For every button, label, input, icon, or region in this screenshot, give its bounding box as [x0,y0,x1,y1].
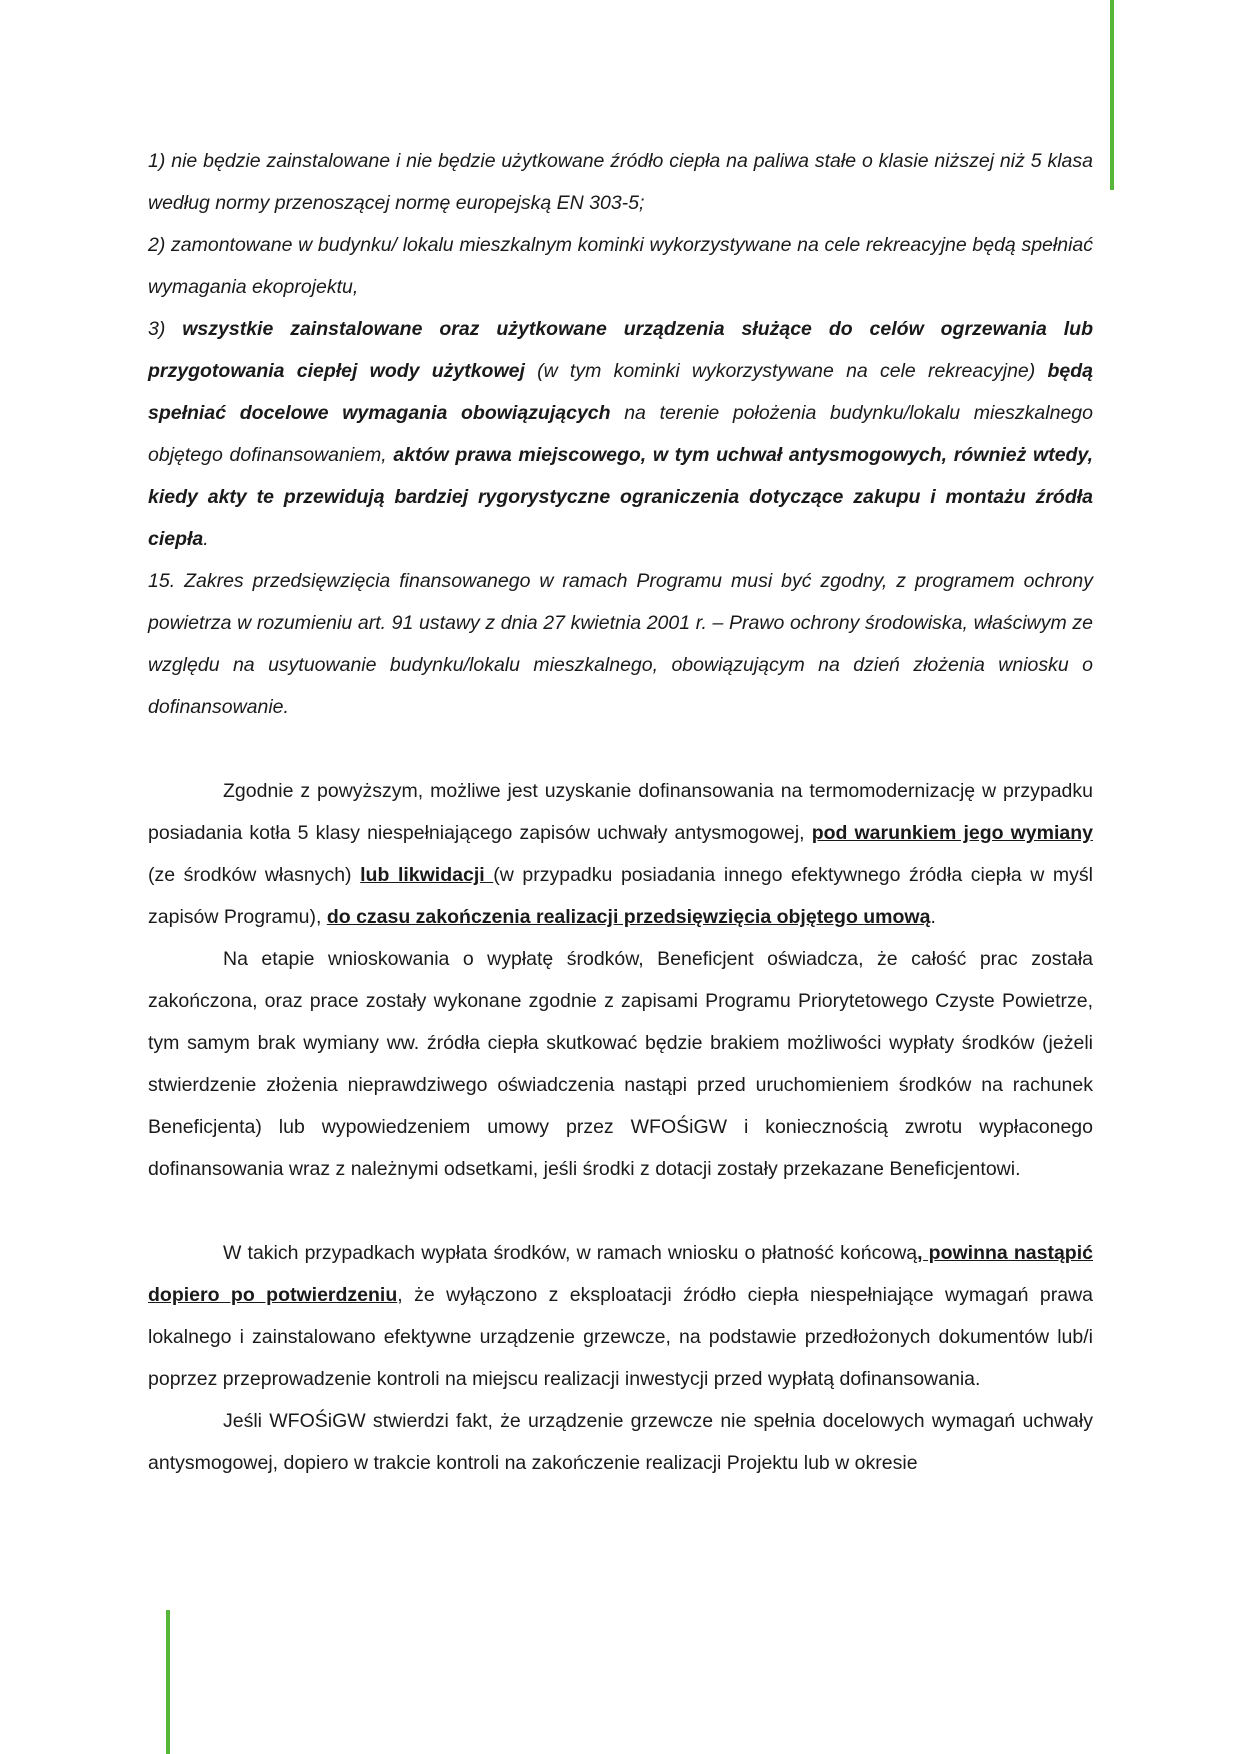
body-paragraph-2 [148,938,1093,1190]
emphasized-text: wszystkie zainstalowane oraz użytkowane urządzenia służące do celów ogrzewania lub przygotowania ciepłej wody użytkowej [148,318,1093,382]
emphasized-text: będą spełniać docelowe wymagania obowiązujących [148,360,1093,424]
text-run: 1) nie będzie zainstalowane i nie będzie użytkowane źródło ciepła na paliwa stałe o klasie niższej niż 5 klasa według normy przenoszącej normę europejską EN 303-5; [148,150,1093,214]
text-run: Na etapie wnioskowania o wypłatę środków, Beneficjent oświadcza, że całość prac została zakończona, oraz prace zostały wykonane zgodnie z zapisami Programu Priorytetowego Czyste Powietrze, tym samym brak wymiany ww. źródła ciepła skutkować będzie brakiem możliwości wypłaty środków (jeżeli stwierdzenie złożenia nieprawdziwego oświadczenia nastąpi przed uruchomieniem środków na rachunek Beneficjenta) lub wypowiedzeniem umowy przez WFOŚiGW i koniecznością zwrotu wypłaconego dofinansowania wraz z należnymi odsetkami, jeśli środki z dotacji zostały przekazane Beneficjentowi. [148,948,1093,1180]
document-body [148,140,1093,1484]
list-item-3 [148,308,1093,560]
text-run: . [203,528,209,550]
text-run: Jeśli WFOŚiGW stwierdzi fakt, że urządzenie grzewcze nie spełnia docelowych wymagań uchwały antysmogowej, dopiero w trakcie kontroli na zakończenie realizacji Projektu lub w okresie [148,1410,1093,1474]
emphasized-text: do czasu zakończenia realizacji przedsięwzięcia objętego umową [326,906,931,928]
text-run: 3) [148,318,183,340]
text-run: na terenie położenia budynku/lokalu mieszkalnego objętego dofinansowaniem, [148,402,1093,466]
text-run: . [930,906,936,928]
list-item-2 [148,224,1093,308]
text-run: (w tym kominki wykorzystywane na cele rekreacyjne) [524,360,1048,382]
emphasized-text: , powinna nastąpić dopiero po potwierdzeniu [148,1242,1093,1306]
text-run: W takich przypadkach wypłata środków, w ramach wniosku o płatność końcową [223,1242,918,1264]
text-run: , że wyłączono z eksploatacji źródło ciepła niespełniające wymagań prawa lokalnego i zainstalowano efektywne urządzenie grzewcze, na podstawie przedłożonych dokumentów lub/i poprzez przeprowadzenie kontroli na miejscu realizacji inwestycji przed wypłatą dofinansowania. [148,1284,1094,1390]
body-paragraph-3 [148,1232,1093,1400]
paragraph-15 [148,560,1093,728]
list-item-1 [148,140,1093,224]
text-run: (ze środków własnych) [148,864,361,886]
body-paragraph-4 [148,1400,1093,1484]
emphasized-text: aktów prawa miejscowego, w tym uchwał antysmogowych, również wtedy, kiedy akty te przewidują bardziej rygorystyczne ograniczenia dotyczące zakupu i montażu źródła ciepła [148,444,1094,550]
bottom-left-accent-line [166,1610,170,1754]
text-run: 2) zamontowane w budynku/ lokalu mieszkalnym kominki wykorzystywane na cele rekreacyjne będą spełniać wymagania ekoprojektu, [148,234,1093,298]
text-run: 15. Zakres przedsięwzięcia finansowanego w ramach Programu musi być zgodny, z programem ochrony powietrza w rozumieniu art. 91 ustawy z dnia 27 kwietnia 2001 r. – Prawo ochrony środowiska, właściwym ze względu na usytuowanie budynku/lokalu mieszkalnego, obowiązującym na dzień złożenia wniosku o dofinansowanie. [148,570,1093,718]
spacer [148,728,1093,770]
body-paragraph-1 [148,770,1093,938]
text-run: (w przypadku posiadania innego efektywnego źródła ciepła w myśl zapisów Programu), [148,864,1094,928]
spacer [148,1190,1093,1232]
emphasized-text: pod warunkiem jego wymiany [811,822,1093,844]
text-run: Zgodnie z powyższym, możliwe jest uzyskanie dofinansowania na termomodernizację w przypadku posiadania kotła 5 klasy niespełniającego zapisów uchwały antysmogowej, [148,780,1093,844]
top-right-accent-line [1110,0,1114,190]
emphasized-text: lub likwidacji [360,864,494,886]
